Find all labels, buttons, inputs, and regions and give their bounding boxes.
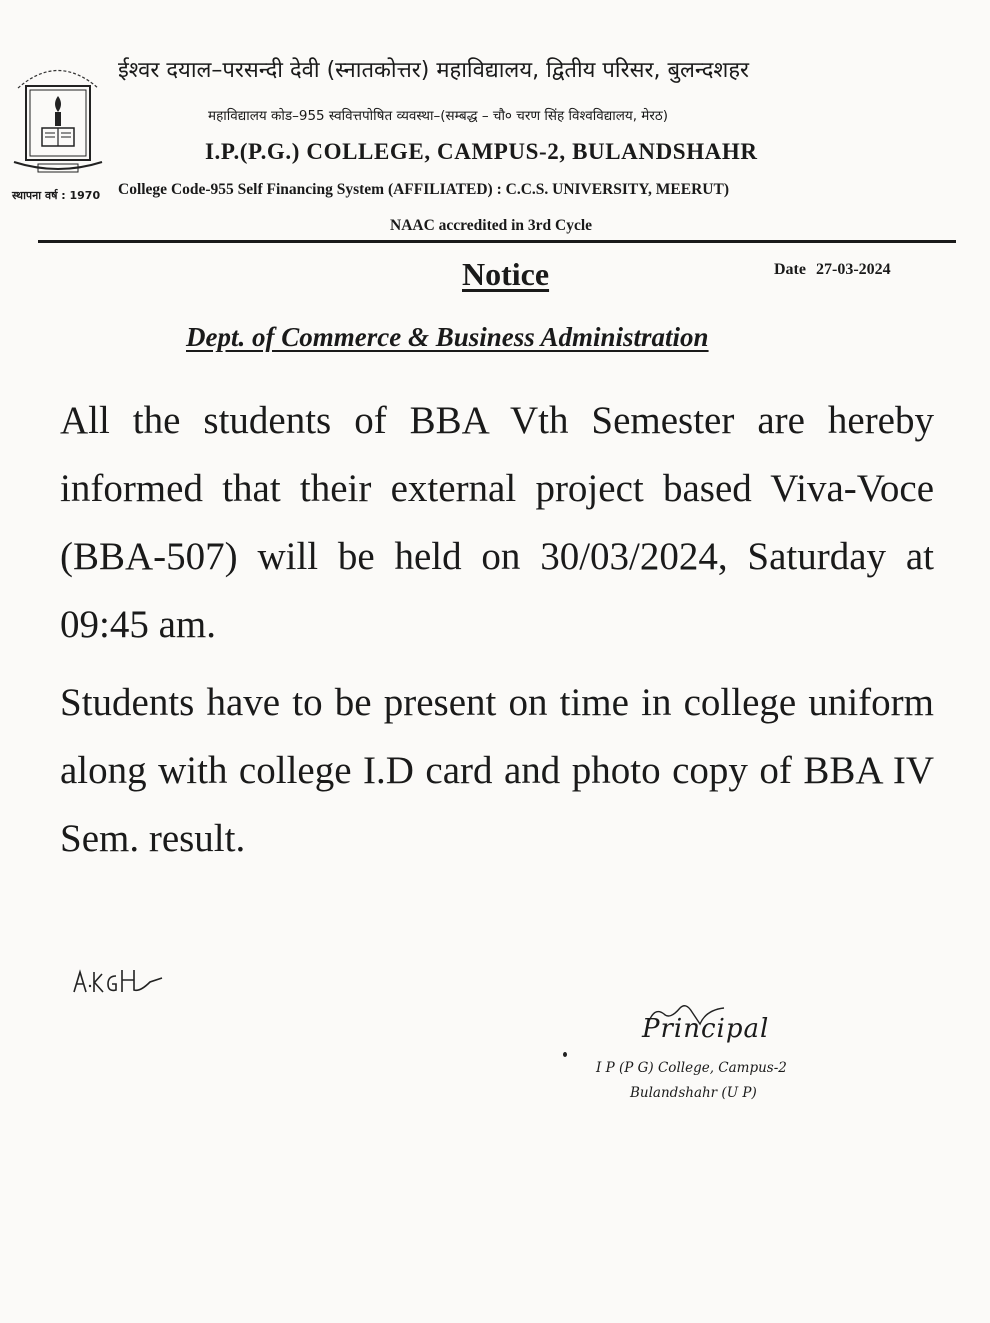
established-year: स्थापना वर्ष : 1970 [12,189,101,202]
date-value: 27-03-2024 [815,261,891,278]
department-name: Dept. of Commerce & Business Administration [186,322,709,352]
notice-paragraph-1: All the students of BBA Vth Semester are hereby informed that their external project based Viva-Voce (BBA-507) will be held on 30/03/2024, Saturday at 09:45 am. [60,399,934,646]
principal-stamp-college: I P (P G) College, Campus-2 [596,1060,787,1076]
header-divider [38,240,956,243]
college-emblem-icon [8,48,108,178]
notice-date [774,261,891,279]
principal-title: Principal [642,1014,770,1044]
principal-signature-block [590,1000,850,1110]
date-label: Date [774,261,806,278]
english-college-name: I.P.(P.G.) COLLEGE, CAMPUS-2, BULANDSHAHR [205,139,758,164]
principal-stamp-city: Bulandshahr (U P) [630,1085,757,1101]
ink-dot [563,1052,567,1057]
english-college-code: College Code-955 Self Financing System (AFFILIATED) : C.C.S. UNIVERSITY, MEERUT) [118,181,729,198]
naac-accreditation: NAAC accredited in 3rd Cycle [390,217,593,234]
hindi-college-name: ईश्वर दयाल–परसन्दी देवी (स्नातकोत्तर) महाविद्यालय, द्वितीय परिसर, बुलन्दशहर [118,58,750,83]
hindi-college-code: महाविद्यालय कोड–955 स्ववित्तपोषित व्यवस्था–(सम्बद्ध – चौ० चरण सिंह विश्वविद्यालय, मेरठ) [208,108,668,124]
notice-heading: Notice [462,256,550,292]
handwritten-initials-signature [70,960,170,1000]
notice-paragraph-2: Students have to be present on time in college uniform along with college I.D card and photo copy of BBA IV Sem. result. [60,681,934,860]
